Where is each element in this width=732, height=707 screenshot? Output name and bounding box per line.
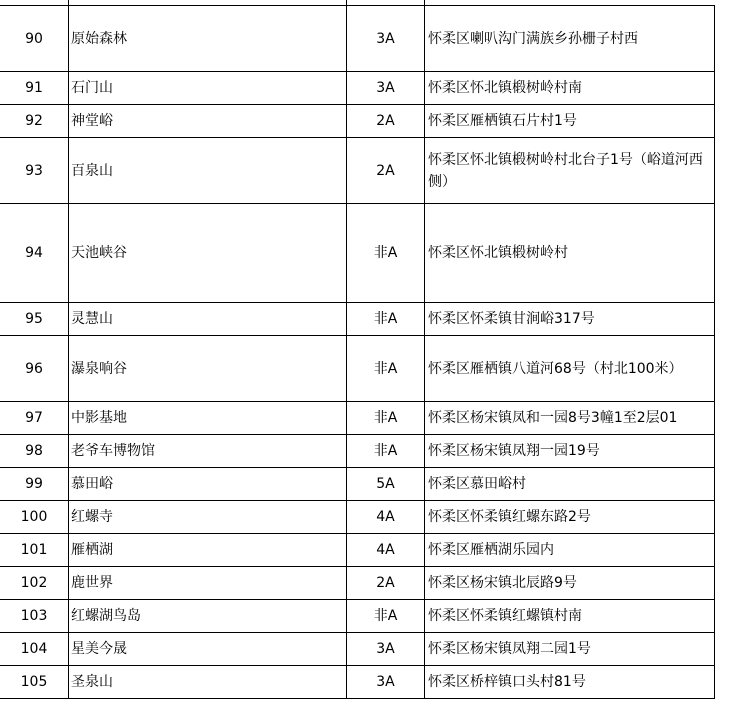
spot-address: 怀柔区雁栖镇石片村1号 (425, 105, 715, 138)
row-number: 90 (0, 6, 69, 72)
table-row (0, 666, 715, 699)
spot-name: 神堂峪 (69, 105, 347, 138)
spot-address: 怀柔区杨宋镇凤翔一园19号 (425, 435, 715, 468)
table-row (0, 600, 715, 633)
spot-grade: 非A (347, 336, 425, 402)
spot-address: 怀柔区杨宋镇凤和一园8号3幢1至2层01 (425, 402, 715, 435)
spot-name: 天池峡谷 (69, 204, 347, 303)
spot-name: 鹿世界 (69, 567, 347, 600)
spot-address: 怀柔区怀柔镇红螺东路2号 (425, 501, 715, 534)
row-number: 93 (0, 138, 69, 204)
row-number: 97 (0, 402, 69, 435)
spot-address: 怀柔区怀柔镇甘涧峪317号 (425, 303, 715, 336)
spot-address: 怀柔区怀北镇椴树岭村 (425, 204, 715, 303)
spot-name: 星美今晟 (69, 633, 347, 666)
spot-grade: 非A (347, 435, 425, 468)
table-row (0, 105, 715, 138)
row-number: 100 (0, 501, 69, 534)
table-body (0, 6, 715, 699)
spot-grade: 2A (347, 105, 425, 138)
spot-address: 怀柔区桥梓镇口头村81号 (425, 666, 715, 699)
spot-name: 石门山 (69, 72, 347, 105)
spot-grade: 5A (347, 468, 425, 501)
row-number: 96 (0, 336, 69, 402)
spot-grade: 非A (347, 600, 425, 633)
table-row (0, 633, 715, 666)
spot-name: 中影基地 (69, 402, 347, 435)
row-number: 95 (0, 303, 69, 336)
row-number: 99 (0, 468, 69, 501)
spot-name: 雁栖湖 (69, 534, 347, 567)
table-row (0, 303, 715, 336)
spot-address: 怀柔区杨宋镇北辰路9号 (425, 567, 715, 600)
spot-grade: 3A (347, 666, 425, 699)
table-row (0, 501, 715, 534)
spot-address: 怀柔区怀北镇椴树岭村南 (425, 72, 715, 105)
row-number: 104 (0, 633, 69, 666)
spot-name: 慕田峪 (69, 468, 347, 501)
spot-address: 怀柔区怀柔镇红螺镇村南 (425, 600, 715, 633)
table-row (0, 204, 715, 303)
table-row (0, 72, 715, 105)
spot-grade: 2A (347, 567, 425, 600)
spot-name: 红螺湖鸟岛 (69, 600, 347, 633)
spot-grade: 2A (347, 138, 425, 204)
table-row (0, 534, 715, 567)
row-number: 105 (0, 666, 69, 699)
row-number: 94 (0, 204, 69, 303)
spot-address: 怀柔区慕田峪村 (425, 468, 715, 501)
row-number: 91 (0, 72, 69, 105)
spot-grade: 4A (347, 501, 425, 534)
table-row (0, 567, 715, 600)
spot-name: 瀑泉响谷 (69, 336, 347, 402)
spot-grade: 非A (347, 303, 425, 336)
row-number: 92 (0, 105, 69, 138)
spot-address: 怀柔区怀北镇椴树岭村北台子1号（峪道河西侧） (425, 138, 715, 204)
scenic-spot-table (0, 5, 715, 699)
table-row (0, 435, 715, 468)
spot-address: 怀柔区雁栖镇八道河68号（村北100米） (425, 336, 715, 402)
spot-name: 老爷车博物馆 (69, 435, 347, 468)
spot-name: 灵慧山 (69, 303, 347, 336)
row-number: 101 (0, 534, 69, 567)
table-row (0, 468, 715, 501)
spot-address: 怀柔区杨宋镇凤翔二园1号 (425, 633, 715, 666)
table-row (0, 6, 715, 72)
spot-name: 圣泉山 (69, 666, 347, 699)
spot-name: 红螺寺 (69, 501, 347, 534)
spot-grade: 非A (347, 204, 425, 303)
table-row (0, 138, 715, 204)
spot-grade: 非A (347, 402, 425, 435)
row-number: 98 (0, 435, 69, 468)
table-row (0, 402, 715, 435)
spot-grade: 3A (347, 6, 425, 72)
spot-address: 怀柔区喇叭沟门满族乡孙栅子村西 (425, 6, 715, 72)
spot-address: 怀柔区雁栖湖乐园内 (425, 534, 715, 567)
spot-name: 原始森林 (69, 6, 347, 72)
spot-grade: 3A (347, 633, 425, 666)
row-number: 102 (0, 567, 69, 600)
spot-grade: 4A (347, 534, 425, 567)
row-number: 103 (0, 600, 69, 633)
table-row (0, 336, 715, 402)
spot-name: 百泉山 (69, 138, 347, 204)
spot-grade: 3A (347, 72, 425, 105)
